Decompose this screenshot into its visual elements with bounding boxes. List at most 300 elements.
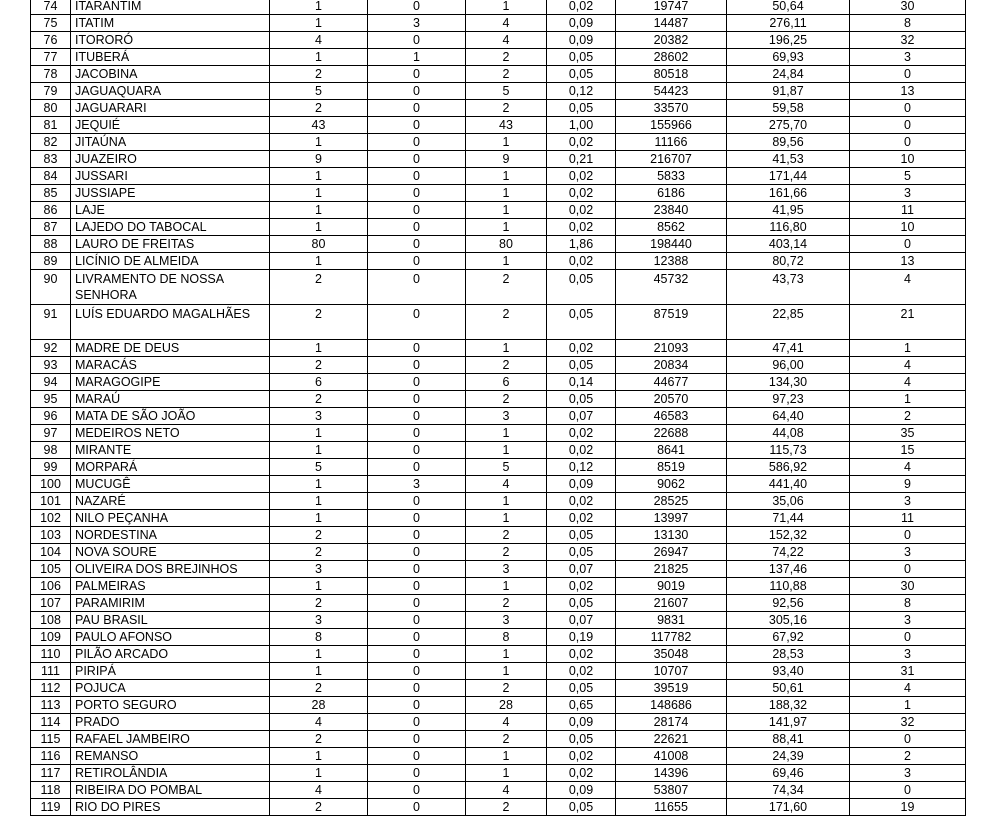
row-number: 85 bbox=[31, 185, 71, 202]
municipality-name: RETIROLÂNDIA bbox=[71, 765, 270, 782]
value-col-1: 3 bbox=[270, 612, 368, 629]
value-col-6: 69,46 bbox=[727, 765, 850, 782]
value-col-7: 0 bbox=[850, 561, 966, 578]
value-col-3: 1 bbox=[466, 425, 547, 442]
value-col-5: 19747 bbox=[616, 0, 727, 15]
value-col-5: 21607 bbox=[616, 595, 727, 612]
value-col-1: 2 bbox=[270, 66, 368, 83]
row-number: 99 bbox=[31, 459, 71, 476]
table-row bbox=[31, 765, 966, 782]
row-number: 110 bbox=[31, 646, 71, 663]
table-row bbox=[31, 425, 966, 442]
value-col-4: 0,07 bbox=[547, 408, 616, 425]
value-col-1: 2 bbox=[270, 391, 368, 408]
value-col-3: 1 bbox=[466, 202, 547, 219]
value-col-3: 2 bbox=[466, 357, 547, 374]
value-col-4: 0,05 bbox=[547, 357, 616, 374]
value-col-3: 2 bbox=[466, 66, 547, 83]
value-col-3: 1 bbox=[466, 578, 547, 595]
table-row bbox=[31, 100, 966, 117]
value-col-1: 1 bbox=[270, 442, 368, 459]
table-row bbox=[31, 714, 966, 731]
value-col-2: 0 bbox=[368, 561, 466, 578]
value-col-7: 9 bbox=[850, 476, 966, 493]
value-col-6: 24,84 bbox=[727, 66, 850, 83]
value-col-5: 45732 bbox=[616, 270, 727, 305]
value-col-7: 4 bbox=[850, 374, 966, 391]
table-row bbox=[31, 305, 966, 340]
table-row bbox=[31, 357, 966, 374]
value-col-3: 9 bbox=[466, 151, 547, 168]
value-col-5: 13130 bbox=[616, 527, 727, 544]
value-col-4: 0,09 bbox=[547, 782, 616, 799]
value-col-5: 80518 bbox=[616, 66, 727, 83]
row-number: 77 bbox=[31, 49, 71, 66]
value-col-7: 3 bbox=[850, 765, 966, 782]
value-col-2: 0 bbox=[368, 0, 466, 15]
value-col-2: 0 bbox=[368, 527, 466, 544]
value-col-3: 4 bbox=[466, 714, 547, 731]
value-col-3: 1 bbox=[466, 168, 547, 185]
value-col-3: 1 bbox=[466, 0, 547, 15]
value-col-4: 0,05 bbox=[547, 49, 616, 66]
value-col-4: 0,65 bbox=[547, 697, 616, 714]
table-row bbox=[31, 442, 966, 459]
value-col-7: 32 bbox=[850, 714, 966, 731]
value-col-4: 0,02 bbox=[547, 425, 616, 442]
value-col-1: 2 bbox=[270, 544, 368, 561]
value-col-6: 171,60 bbox=[727, 799, 850, 816]
row-number: 93 bbox=[31, 357, 71, 374]
value-col-3: 4 bbox=[466, 32, 547, 49]
value-col-5: 21825 bbox=[616, 561, 727, 578]
value-col-6: 161,66 bbox=[727, 185, 850, 202]
value-col-3: 3 bbox=[466, 561, 547, 578]
municipality-name: MARAGOGIPE bbox=[71, 374, 270, 391]
value-col-6: 22,85 bbox=[727, 305, 850, 340]
value-col-2: 0 bbox=[368, 646, 466, 663]
value-col-1: 1 bbox=[270, 425, 368, 442]
value-col-5: 14487 bbox=[616, 15, 727, 32]
value-col-5: 20382 bbox=[616, 32, 727, 49]
row-number: 109 bbox=[31, 629, 71, 646]
value-col-7: 19 bbox=[850, 799, 966, 816]
value-col-5: 11166 bbox=[616, 134, 727, 151]
value-col-2: 0 bbox=[368, 680, 466, 697]
value-col-4: 0,02 bbox=[547, 493, 616, 510]
table-row bbox=[31, 66, 966, 83]
row-number: 84 bbox=[31, 168, 71, 185]
municipality-name: PILÃO ARCADO bbox=[71, 646, 270, 663]
value-col-7: 10 bbox=[850, 219, 966, 236]
value-col-6: 305,16 bbox=[727, 612, 850, 629]
municipality-name: NOVA SOURE bbox=[71, 544, 270, 561]
value-col-2: 0 bbox=[368, 612, 466, 629]
value-col-1: 4 bbox=[270, 714, 368, 731]
value-col-2: 0 bbox=[368, 459, 466, 476]
table-row bbox=[31, 782, 966, 799]
value-col-4: 0,02 bbox=[547, 219, 616, 236]
value-col-3: 1 bbox=[466, 663, 547, 680]
value-col-3: 1 bbox=[466, 253, 547, 270]
value-col-6: 74,22 bbox=[727, 544, 850, 561]
municipality-name: LUÍS EDUARDO MAGALHÃES bbox=[71, 305, 270, 340]
value-col-3: 1 bbox=[466, 340, 547, 357]
value-col-5: 39519 bbox=[616, 680, 727, 697]
value-col-7: 0 bbox=[850, 629, 966, 646]
value-col-5: 54423 bbox=[616, 83, 727, 100]
value-col-7: 4 bbox=[850, 270, 966, 305]
value-col-4: 0,21 bbox=[547, 151, 616, 168]
value-col-2: 0 bbox=[368, 202, 466, 219]
value-col-2: 0 bbox=[368, 578, 466, 595]
value-col-5: 22621 bbox=[616, 731, 727, 748]
value-col-2: 0 bbox=[368, 425, 466, 442]
value-col-6: 275,70 bbox=[727, 117, 850, 134]
row-number: 116 bbox=[31, 748, 71, 765]
value-col-5: 87519 bbox=[616, 305, 727, 340]
municipality-name: MORPARÁ bbox=[71, 459, 270, 476]
row-number: 97 bbox=[31, 425, 71, 442]
value-col-4: 0,02 bbox=[547, 646, 616, 663]
table-row bbox=[31, 391, 966, 408]
value-col-3: 1 bbox=[466, 442, 547, 459]
row-number: 81 bbox=[31, 117, 71, 134]
table-body bbox=[31, 0, 966, 816]
table-row bbox=[31, 527, 966, 544]
value-col-4: 0,02 bbox=[547, 510, 616, 527]
value-col-5: 20834 bbox=[616, 357, 727, 374]
value-col-3: 2 bbox=[466, 544, 547, 561]
municipality-name: PORTO SEGURO bbox=[71, 697, 270, 714]
value-col-2: 0 bbox=[368, 544, 466, 561]
table-row bbox=[31, 408, 966, 425]
value-col-5: 11655 bbox=[616, 799, 727, 816]
municipality-name: PAULO AFONSO bbox=[71, 629, 270, 646]
value-col-4: 0,02 bbox=[547, 663, 616, 680]
value-col-4: 0,05 bbox=[547, 544, 616, 561]
value-col-7: 15 bbox=[850, 442, 966, 459]
value-col-3: 1 bbox=[466, 219, 547, 236]
value-col-6: 47,41 bbox=[727, 340, 850, 357]
municipality-name: MARACÁS bbox=[71, 357, 270, 374]
table-row bbox=[31, 612, 966, 629]
value-col-5: 8519 bbox=[616, 459, 727, 476]
value-col-2: 0 bbox=[368, 219, 466, 236]
row-number: 105 bbox=[31, 561, 71, 578]
row-number: 115 bbox=[31, 731, 71, 748]
row-number: 89 bbox=[31, 253, 71, 270]
value-col-4: 0,05 bbox=[547, 66, 616, 83]
table-row bbox=[31, 680, 966, 697]
value-col-5: 117782 bbox=[616, 629, 727, 646]
value-col-6: 152,32 bbox=[727, 527, 850, 544]
row-number: 78 bbox=[31, 66, 71, 83]
value-col-1: 1 bbox=[270, 340, 368, 357]
value-col-3: 5 bbox=[466, 83, 547, 100]
value-col-6: 115,73 bbox=[727, 442, 850, 459]
row-number: 88 bbox=[31, 236, 71, 253]
value-col-6: 171,44 bbox=[727, 168, 850, 185]
value-col-6: 59,58 bbox=[727, 100, 850, 117]
value-col-7: 3 bbox=[850, 646, 966, 663]
value-col-7: 11 bbox=[850, 510, 966, 527]
row-number: 86 bbox=[31, 202, 71, 219]
municipality-name: RAFAEL JAMBEIRO bbox=[71, 731, 270, 748]
value-col-1: 3 bbox=[270, 561, 368, 578]
value-col-4: 0,05 bbox=[547, 799, 616, 816]
value-col-6: 88,41 bbox=[727, 731, 850, 748]
value-col-7: 35 bbox=[850, 425, 966, 442]
value-col-1: 5 bbox=[270, 83, 368, 100]
value-col-2: 0 bbox=[368, 185, 466, 202]
value-col-6: 24,39 bbox=[727, 748, 850, 765]
row-number: 112 bbox=[31, 680, 71, 697]
table-row bbox=[31, 236, 966, 253]
value-col-7: 3 bbox=[850, 185, 966, 202]
row-number: 111 bbox=[31, 663, 71, 680]
row-number: 96 bbox=[31, 408, 71, 425]
value-col-6: 50,61 bbox=[727, 680, 850, 697]
value-col-6: 89,56 bbox=[727, 134, 850, 151]
value-col-4: 0,02 bbox=[547, 0, 616, 15]
table-row bbox=[31, 270, 966, 305]
value-col-7: 21 bbox=[850, 305, 966, 340]
municipality-name: PRADO bbox=[71, 714, 270, 731]
value-col-7: 3 bbox=[850, 612, 966, 629]
municipality-name: LICÍNIO DE ALMEIDA bbox=[71, 253, 270, 270]
value-col-6: 92,56 bbox=[727, 595, 850, 612]
table-row bbox=[31, 697, 966, 714]
value-col-7: 2 bbox=[850, 748, 966, 765]
value-col-7: 1 bbox=[850, 340, 966, 357]
value-col-3: 2 bbox=[466, 100, 547, 117]
value-col-1: 2 bbox=[270, 527, 368, 544]
value-col-4: 0,05 bbox=[547, 680, 616, 697]
value-col-5: 46583 bbox=[616, 408, 727, 425]
value-col-1: 1 bbox=[270, 476, 368, 493]
value-col-1: 2 bbox=[270, 305, 368, 340]
municipality-name: LAURO DE FREITAS bbox=[71, 236, 270, 253]
value-col-3: 3 bbox=[466, 612, 547, 629]
municipality-name: PAU BRASIL bbox=[71, 612, 270, 629]
value-col-1: 43 bbox=[270, 117, 368, 134]
value-col-6: 35,06 bbox=[727, 493, 850, 510]
municipality-name: ITATIM bbox=[71, 15, 270, 32]
value-col-3: 8 bbox=[466, 629, 547, 646]
value-col-1: 1 bbox=[270, 253, 368, 270]
value-col-5: 5833 bbox=[616, 168, 727, 185]
value-col-6: 67,92 bbox=[727, 629, 850, 646]
value-col-4: 1,00 bbox=[547, 117, 616, 134]
value-col-2: 0 bbox=[368, 391, 466, 408]
row-number: 104 bbox=[31, 544, 71, 561]
table-row bbox=[31, 202, 966, 219]
row-number: 103 bbox=[31, 527, 71, 544]
value-col-6: 97,23 bbox=[727, 391, 850, 408]
row-number: 119 bbox=[31, 799, 71, 816]
table-row bbox=[31, 49, 966, 66]
value-col-2: 0 bbox=[368, 731, 466, 748]
value-col-4: 1,86 bbox=[547, 236, 616, 253]
table-row bbox=[31, 493, 966, 510]
value-col-1: 1 bbox=[270, 202, 368, 219]
value-col-6: 91,87 bbox=[727, 83, 850, 100]
table-row bbox=[31, 799, 966, 816]
value-col-6: 43,73 bbox=[727, 270, 850, 305]
municipality-name: JAGUARARI bbox=[71, 100, 270, 117]
municipality-name: ITUBERÁ bbox=[71, 49, 270, 66]
value-col-7: 8 bbox=[850, 15, 966, 32]
value-col-5: 35048 bbox=[616, 646, 727, 663]
value-col-4: 0,12 bbox=[547, 83, 616, 100]
value-col-7: 0 bbox=[850, 100, 966, 117]
value-col-2: 0 bbox=[368, 595, 466, 612]
table-row bbox=[31, 561, 966, 578]
value-col-2: 0 bbox=[368, 253, 466, 270]
municipality-name: LAJEDO DO TABOCAL bbox=[71, 219, 270, 236]
value-col-1: 1 bbox=[270, 168, 368, 185]
value-col-7: 3 bbox=[850, 49, 966, 66]
value-col-4: 0,02 bbox=[547, 168, 616, 185]
value-col-1: 1 bbox=[270, 646, 368, 663]
municipality-name: RIO DO PIRES bbox=[71, 799, 270, 816]
row-number: 100 bbox=[31, 476, 71, 493]
value-col-4: 0,05 bbox=[547, 305, 616, 340]
value-col-7: 8 bbox=[850, 595, 966, 612]
value-col-2: 0 bbox=[368, 663, 466, 680]
row-number: 80 bbox=[31, 100, 71, 117]
value-col-3: 2 bbox=[466, 731, 547, 748]
value-col-6: 69,93 bbox=[727, 49, 850, 66]
value-col-7: 2 bbox=[850, 408, 966, 425]
value-col-1: 5 bbox=[270, 459, 368, 476]
value-col-4: 0,02 bbox=[547, 340, 616, 357]
value-col-7: 3 bbox=[850, 493, 966, 510]
value-col-4: 0,02 bbox=[547, 765, 616, 782]
value-col-2: 0 bbox=[368, 629, 466, 646]
municipality-name: RIBEIRA DO POMBAL bbox=[71, 782, 270, 799]
value-col-6: 276,11 bbox=[727, 15, 850, 32]
value-col-6: 403,14 bbox=[727, 236, 850, 253]
value-col-5: 44677 bbox=[616, 374, 727, 391]
value-col-4: 0,05 bbox=[547, 270, 616, 305]
value-col-2: 0 bbox=[368, 782, 466, 799]
value-col-7: 0 bbox=[850, 236, 966, 253]
value-col-7: 4 bbox=[850, 680, 966, 697]
row-number: 108 bbox=[31, 612, 71, 629]
value-col-1: 1 bbox=[270, 185, 368, 202]
value-col-3: 4 bbox=[466, 782, 547, 799]
value-col-1: 1 bbox=[270, 578, 368, 595]
value-col-6: 93,40 bbox=[727, 663, 850, 680]
value-col-2: 0 bbox=[368, 408, 466, 425]
value-col-5: 8641 bbox=[616, 442, 727, 459]
table-row bbox=[31, 731, 966, 748]
value-col-3: 1 bbox=[466, 185, 547, 202]
municipality-name: JAGUAQUARA bbox=[71, 83, 270, 100]
value-col-1: 4 bbox=[270, 32, 368, 49]
table-row bbox=[31, 374, 966, 391]
municipality-name: LIVRAMENTO DE NOSSA SENHORA bbox=[71, 270, 270, 305]
municipality-name: PALMEIRAS bbox=[71, 578, 270, 595]
municipality-name: ITORORÓ bbox=[71, 32, 270, 49]
value-col-7: 32 bbox=[850, 32, 966, 49]
value-col-2: 0 bbox=[368, 236, 466, 253]
municipality-name: JEQUIÉ bbox=[71, 117, 270, 134]
value-col-4: 0,09 bbox=[547, 15, 616, 32]
value-col-3: 4 bbox=[466, 15, 547, 32]
value-col-6: 64,40 bbox=[727, 408, 850, 425]
value-col-4: 0,02 bbox=[547, 253, 616, 270]
row-number: 82 bbox=[31, 134, 71, 151]
municipality-name: POJUCA bbox=[71, 680, 270, 697]
value-col-4: 0,09 bbox=[547, 32, 616, 49]
municipality-name: MATA DE SÃO JOÃO bbox=[71, 408, 270, 425]
value-col-7: 0 bbox=[850, 731, 966, 748]
row-number: 74 bbox=[31, 0, 71, 15]
row-number: 118 bbox=[31, 782, 71, 799]
value-col-2: 0 bbox=[368, 83, 466, 100]
table-row bbox=[31, 15, 966, 32]
municipality-name: JACOBINA bbox=[71, 66, 270, 83]
value-col-1: 6 bbox=[270, 374, 368, 391]
value-col-7: 0 bbox=[850, 527, 966, 544]
table-row bbox=[31, 476, 966, 493]
value-col-1: 28 bbox=[270, 697, 368, 714]
table-row bbox=[31, 32, 966, 49]
value-col-5: 8562 bbox=[616, 219, 727, 236]
value-col-3: 2 bbox=[466, 595, 547, 612]
value-col-5: 23840 bbox=[616, 202, 727, 219]
value-col-4: 0,07 bbox=[547, 612, 616, 629]
value-col-4: 0,14 bbox=[547, 374, 616, 391]
value-col-6: 188,32 bbox=[727, 697, 850, 714]
value-col-4: 0,19 bbox=[547, 629, 616, 646]
value-col-5: 9831 bbox=[616, 612, 727, 629]
municipality-name: MADRE DE DEUS bbox=[71, 340, 270, 357]
value-col-4: 0,12 bbox=[547, 459, 616, 476]
value-col-3: 1 bbox=[466, 646, 547, 663]
value-col-5: 28174 bbox=[616, 714, 727, 731]
value-col-2: 0 bbox=[368, 151, 466, 168]
value-col-4: 0,09 bbox=[547, 714, 616, 731]
value-col-5: 20570 bbox=[616, 391, 727, 408]
value-col-4: 0,05 bbox=[547, 100, 616, 117]
value-col-1: 1 bbox=[270, 219, 368, 236]
value-col-2: 0 bbox=[368, 32, 466, 49]
row-number: 114 bbox=[31, 714, 71, 731]
municipality-name: REMANSO bbox=[71, 748, 270, 765]
value-col-6: 74,34 bbox=[727, 782, 850, 799]
value-col-1: 2 bbox=[270, 799, 368, 816]
municipality-name: NAZARÉ bbox=[71, 493, 270, 510]
value-col-1: 1 bbox=[270, 748, 368, 765]
table-row bbox=[31, 595, 966, 612]
value-col-3: 2 bbox=[466, 305, 547, 340]
value-col-3: 2 bbox=[466, 799, 547, 816]
value-col-2: 0 bbox=[368, 799, 466, 816]
value-col-2: 1 bbox=[368, 49, 466, 66]
value-col-4: 0,02 bbox=[547, 185, 616, 202]
table-row bbox=[31, 253, 966, 270]
value-col-4: 0,02 bbox=[547, 202, 616, 219]
municipality-name: MIRANTE bbox=[71, 442, 270, 459]
value-col-1: 2 bbox=[270, 100, 368, 117]
municipality-name: PARAMIRIM bbox=[71, 595, 270, 612]
value-col-7: 31 bbox=[850, 663, 966, 680]
table-row bbox=[31, 219, 966, 236]
